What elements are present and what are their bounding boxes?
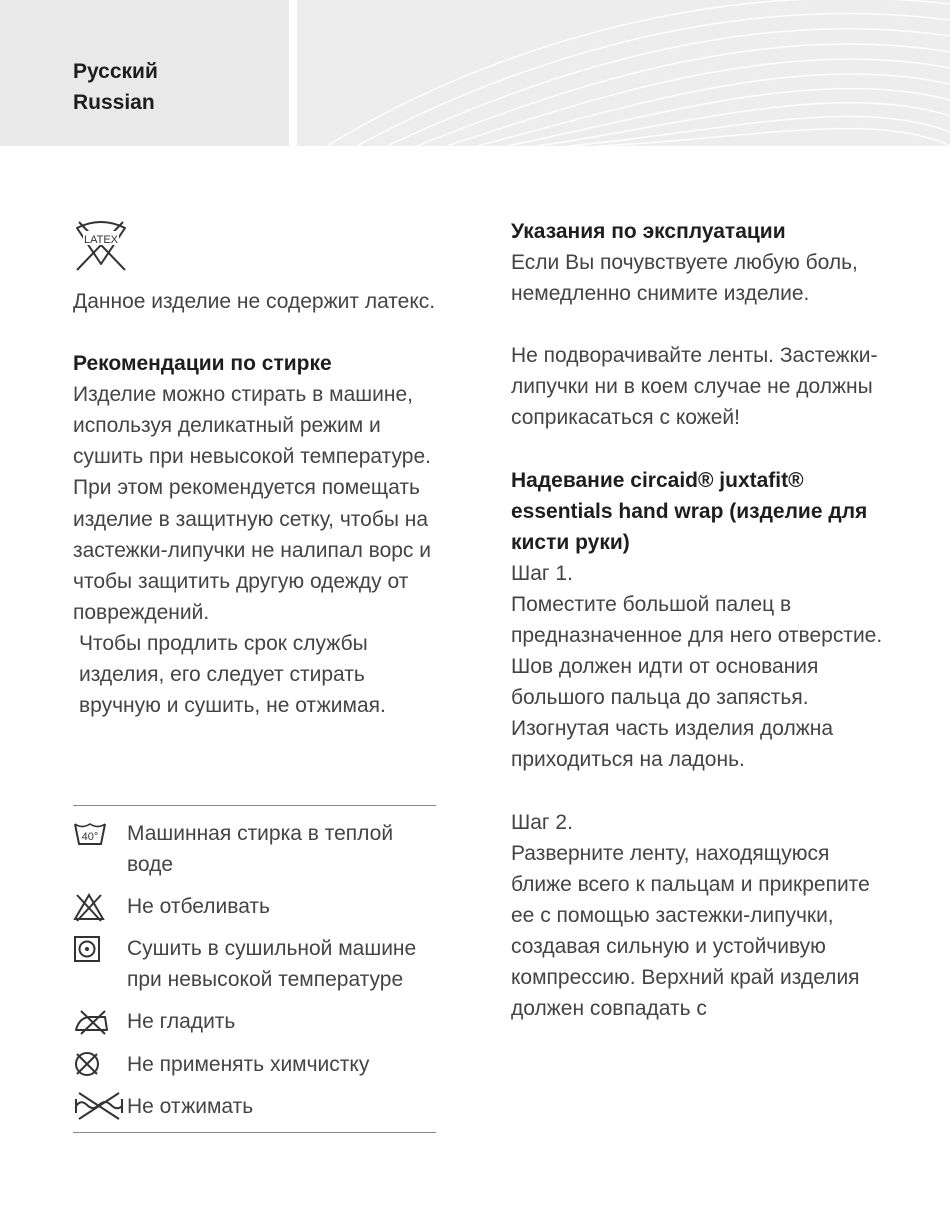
wave-pattern-decoration bbox=[297, 0, 950, 146]
language-native: Русский bbox=[73, 60, 158, 83]
wash-text: Изделие можно стирать в машине, используя деликатный режим и сушить при невысокой температуре. При этом рекомендуется помещать изделие в защитную сетку, чтобы на застежки-липучки не налипал ворс и чтобы защитить другую одежду от повреждений. bbox=[73, 383, 431, 624]
care-label: Машинная стирка в теплой воде bbox=[127, 822, 394, 877]
wash-text-2: Чтобы продлить срок службы изделия, его следует стирать вручную и сушить, не отжимая. bbox=[79, 631, 386, 718]
care-row bbox=[73, 891, 436, 922]
usage-text-2: Не подворачивайте ленты. Застежки-липучки ни в коем случае не должны соприкасаться с кожей! bbox=[511, 344, 878, 430]
care-label: Сушить в сушильной машине при невысокой температуре bbox=[127, 937, 417, 992]
latex-free-icon bbox=[73, 218, 129, 272]
header-panel-right bbox=[297, 0, 950, 146]
usage-title: Указания по эксплуатации bbox=[511, 220, 786, 243]
language-english: Russian bbox=[73, 91, 155, 114]
no-bleach-icon bbox=[73, 891, 127, 922]
care-label: Не отжимать bbox=[127, 1094, 254, 1118]
step1-label: Шаг 1. bbox=[511, 561, 573, 585]
svg-text:LATEX: LATEX bbox=[83, 234, 119, 246]
care-label: Не гладить bbox=[127, 1010, 236, 1034]
step2-text: Разверните ленту, находящуюся ближе всего к пальцам и прикрепите ее с помощью застежки-липучки, создавая сильную и устойчивую компрессию. Верхний край изделия должен совпадать с bbox=[511, 841, 870, 1021]
right-column bbox=[511, 216, 891, 1024]
no-iron-icon bbox=[73, 1006, 127, 1037]
left-column bbox=[73, 218, 443, 721]
wash-title: Рекомендации по стирке bbox=[73, 352, 332, 376]
care-row bbox=[73, 1091, 436, 1122]
care-label: Не применять химчистку bbox=[127, 1052, 370, 1076]
language-label bbox=[73, 56, 158, 118]
no-dry-clean-icon bbox=[73, 1049, 127, 1080]
care-symbols-list bbox=[73, 805, 436, 1133]
donning-title: Надевание circaid® juxtafit® essentials hand wrap (изделие для кисти руки) bbox=[511, 468, 868, 554]
care-row bbox=[73, 818, 436, 880]
latex-note: Данное изделие не содержит латекс. bbox=[73, 290, 436, 313]
care-label: Не отбеливать bbox=[127, 895, 270, 919]
step2-label: Шаг 2. bbox=[511, 810, 573, 834]
wash-40-icon bbox=[73, 818, 127, 849]
no-wring-icon bbox=[73, 1091, 127, 1122]
svg-text:40°: 40° bbox=[81, 830, 99, 843]
care-row bbox=[73, 1049, 436, 1080]
care-row bbox=[73, 933, 436, 995]
usage-text: Если Вы почувствуете любую боль, немедленно снимите изделие. bbox=[511, 251, 858, 306]
step1-text: Поместите большой палец в предназначенное для него отверстие. Шов должен идти от основания большого пальца до запястья. Изогнутая часть изделия должна приходиться на ладонь. bbox=[511, 592, 883, 772]
tumble-dry-low-icon bbox=[73, 933, 127, 964]
care-row bbox=[73, 1006, 436, 1037]
